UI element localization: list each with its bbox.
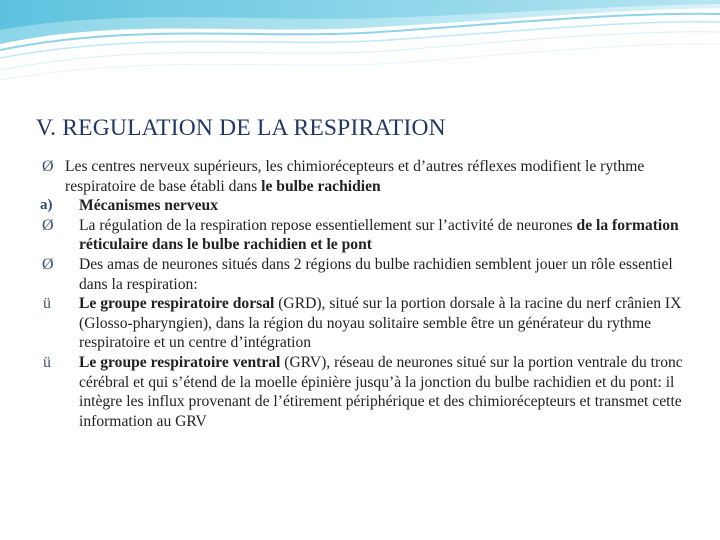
check-bullet-icon: ü: [43, 295, 51, 313]
item-bold-text: le bulbe rachidien: [261, 177, 381, 195]
list-item: [40, 157, 700, 196]
list-item: [40, 294, 700, 353]
arrow-bullet-icon: Ø: [42, 216, 54, 234]
bullet-list: [40, 157, 700, 431]
item-text: (GRV), réseau de neurones situé sur la portion ventrale du tronc cérébral et qui s’étend de la moelle épinière jusqu’à la jonction du bulbe rachidien et du pont: il intègre les influx provenant de l’étirement périphérique et des chimiorécepteurs et transmet cette information au GRV: [79, 353, 683, 430]
check-bullet-icon: ü: [43, 353, 51, 371]
item-bold-text: de la formation réticulaire dans le bulbe rachidien et le pont: [79, 216, 679, 254]
item-text: Les centres nerveux supérieurs, les chimiorécepteurs et d’autres réflexes modifient le rythme respiratoire de base établi dans: [65, 158, 645, 195]
list-item: [40, 196, 700, 216]
list-item: [40, 255, 700, 294]
item-bold-text: Mécanismes nerveux: [79, 197, 219, 215]
list-item: [40, 353, 700, 431]
header-wave-decoration: [0, 0, 720, 100]
item-text: Des amas de neurones situés dans 2 régions du bulbe rachidien semblent jouer un rôle essentiel dans la respiration:: [79, 255, 673, 293]
arrow-bullet-icon: Ø: [42, 158, 54, 175]
letter-marker: a): [40, 197, 53, 214]
item-bold-text: Le groupe respiratoire ventral: [79, 353, 281, 371]
item-text: (GRD), situé sur la portion dorsale à la racine du nerf crânien IX (Glosso-pharyngien), dans la région du noyau solitaire semble être un générateur du rythme respiratoire et un centre d’intégration: [79, 295, 682, 352]
item-text: La régulation de la respiration repose essentiellement sur l’activité de neurones: [79, 216, 577, 234]
arrow-bullet-icon: Ø: [42, 255, 54, 273]
slide-title: V. REGULATION DE LA RESPIRATION: [36, 115, 446, 141]
item-bold-text: Le groupe respiratoire dorsal: [79, 295, 275, 313]
list-item: [40, 216, 700, 255]
